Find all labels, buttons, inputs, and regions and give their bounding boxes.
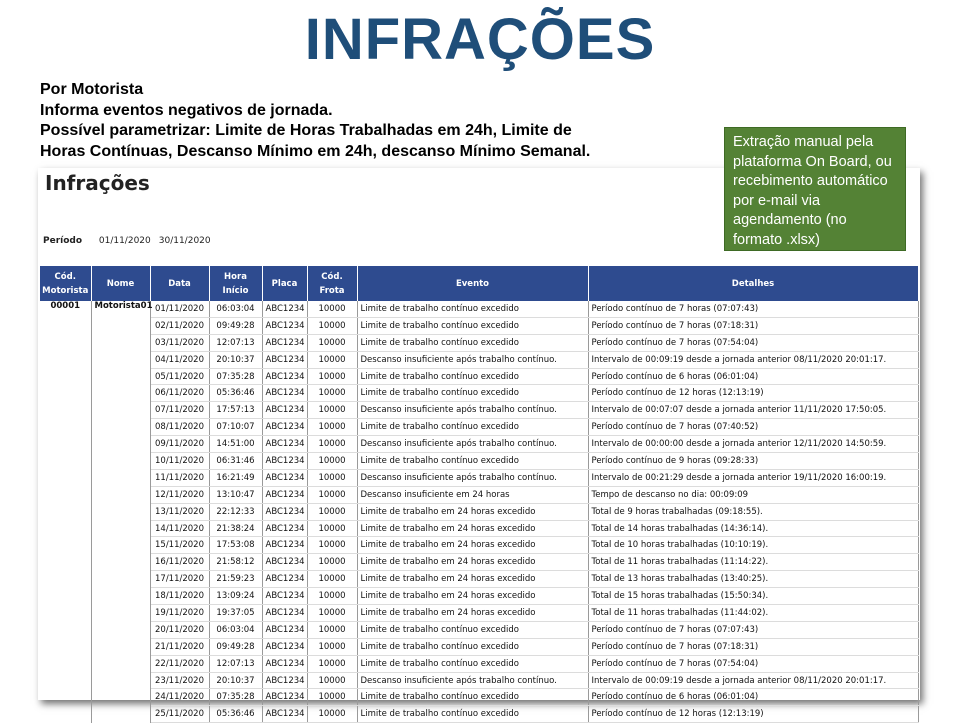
cell-details: Intervalo de 00:00:00 desde a jornada anterior 12/11/2020 14:50:59. [588, 436, 918, 453]
infractions-table [40, 266, 919, 723]
cell-date: 12/11/2020 [150, 486, 209, 503]
cell-date: 19/11/2020 [150, 605, 209, 622]
cell-start-time: 17:53:08 [209, 537, 262, 554]
cell-details: Intervalo de 00:07:07 desde a jornada anterior 11/11/2020 17:50:05. [588, 402, 918, 419]
cell-fleet-code: 10000 [307, 317, 357, 334]
table-header-row [40, 266, 918, 301]
table-row [40, 605, 918, 622]
cell-start-time: 13:10:47 [209, 486, 262, 503]
cell-start-time: 13:09:24 [209, 588, 262, 605]
cell-fleet-code: 10000 [307, 706, 357, 723]
cell-driver-name: Motorista01 [91, 301, 150, 723]
cell-details: Intervalo de 00:09:19 desde a jornada anterior 08/11/2020 20:01:17. [588, 351, 918, 368]
cell-plate: ABC1234 [262, 689, 307, 706]
period-end: 30/11/2020 [158, 236, 211, 246]
cell-plate: ABC1234 [262, 537, 307, 554]
cell-details: Total de 15 horas trabalhadas (15:50:34). [588, 588, 918, 605]
table-row [40, 537, 918, 554]
cell-fleet-code: 10000 [307, 402, 357, 419]
cell-details: Período contínuo de 6 horas (06:01:04) [588, 368, 918, 385]
cell-start-time: 17:57:13 [209, 402, 262, 419]
cell-start-time: 21:59:23 [209, 571, 262, 588]
table-body [40, 301, 918, 723]
cell-fleet-code: 10000 [307, 503, 357, 520]
cell-plate: ABC1234 [262, 655, 307, 672]
cell-event: Limite de trabalho em 24 horas excedido [357, 605, 588, 622]
cell-date: 05/11/2020 [150, 368, 209, 385]
cell-fleet-code: 10000 [307, 453, 357, 470]
cell-date: 13/11/2020 [150, 503, 209, 520]
table-row [40, 520, 918, 537]
cell-date: 17/11/2020 [150, 571, 209, 588]
cell-event: Descanso insuficiente após trabalho contínuo. [357, 436, 588, 453]
report-title: Infrações [45, 171, 150, 195]
cell-event: Limite de trabalho contínuo excedido [357, 453, 588, 470]
cell-event: Limite de trabalho contínuo excedido [357, 334, 588, 351]
cell-event: Limite de trabalho contínuo excedido [357, 301, 588, 317]
cell-start-time: 21:58:12 [209, 554, 262, 571]
cell-start-time: 19:37:05 [209, 605, 262, 622]
cell-plate: ABC1234 [262, 672, 307, 689]
table-row [40, 706, 918, 723]
table-row [40, 689, 918, 706]
cell-date: 01/11/2020 [150, 301, 209, 317]
cell-fleet-code: 10000 [307, 301, 357, 317]
cell-event: Descanso insuficiente em 24 horas [357, 486, 588, 503]
cell-details: Período contínuo de 9 horas (09:28:33) [588, 453, 918, 470]
cell-plate: ABC1234 [262, 436, 307, 453]
cell-event: Descanso insuficiente após trabalho contínuo. [357, 469, 588, 486]
table-row [40, 621, 918, 638]
column-header-plate: Placa [262, 266, 307, 301]
cell-fleet-code: 10000 [307, 436, 357, 453]
cell-plate: ABC1234 [262, 419, 307, 436]
cell-event: Limite de trabalho em 24 horas excedido [357, 571, 588, 588]
cell-start-time: 16:21:49 [209, 469, 262, 486]
cell-fleet-code: 10000 [307, 672, 357, 689]
cell-plate: ABC1234 [262, 520, 307, 537]
cell-plate: ABC1234 [262, 605, 307, 622]
cell-event: Descanso insuficiente após trabalho contínuo. [357, 402, 588, 419]
cell-details: Total de 10 horas trabalhadas (10:10:19). [588, 537, 918, 554]
table-row [40, 655, 918, 672]
cell-event: Descanso insuficiente após trabalho contínuo. [357, 672, 588, 689]
export-note-box: Extração manual pela plataforma On Board, ou recebimento automático por e-mail via agendamento (no formato .xlsx) [724, 127, 906, 251]
table-row [40, 469, 918, 486]
cell-event: Limite de trabalho contínuo excedido [357, 317, 588, 334]
period-label: Período [43, 236, 83, 246]
cell-start-time: 07:35:28 [209, 689, 262, 706]
cell-start-time: 09:49:28 [209, 317, 262, 334]
cell-plate: ABC1234 [262, 571, 307, 588]
cell-details: Período contínuo de 12 horas (12:13:19) [588, 706, 918, 723]
cell-fleet-code: 10000 [307, 351, 357, 368]
cell-date: 08/11/2020 [150, 419, 209, 436]
cell-details: Total de 13 horas trabalhadas (13:40:25). [588, 571, 918, 588]
cell-event: Limite de trabalho contínuo excedido [357, 621, 588, 638]
cell-plate: ABC1234 [262, 503, 307, 520]
cell-event: Limite de trabalho em 24 horas excedido [357, 554, 588, 571]
cell-details: Tempo de descanso no dia: 00:09:09 [588, 486, 918, 503]
column-header-driver-code: Cód. Motorista [40, 266, 91, 301]
cell-fleet-code: 10000 [307, 537, 357, 554]
cell-plate: ABC1234 [262, 621, 307, 638]
cell-start-time: 06:31:46 [209, 453, 262, 470]
cell-fleet-code: 10000 [307, 385, 357, 402]
period-row [43, 236, 211, 246]
table-row [40, 588, 918, 605]
cell-start-time: 07:10:07 [209, 419, 262, 436]
column-header-details: Detalhes [588, 266, 918, 301]
cell-date: 06/11/2020 [150, 385, 209, 402]
cell-start-time: 14:51:00 [209, 436, 262, 453]
table-row [40, 334, 918, 351]
column-header-event: Evento [357, 266, 588, 301]
table-row [40, 351, 918, 368]
cell-fleet-code: 10000 [307, 655, 357, 672]
cell-fleet-code: 10000 [307, 588, 357, 605]
cell-details: Total de 9 horas trabalhadas (09:18:55). [588, 503, 918, 520]
table-row [40, 436, 918, 453]
cell-start-time: 05:36:46 [209, 706, 262, 723]
table-row [40, 385, 918, 402]
cell-date: 14/11/2020 [150, 520, 209, 537]
cell-details: Total de 14 horas trabalhadas (14:36:14). [588, 520, 918, 537]
cell-date: 02/11/2020 [150, 317, 209, 334]
cell-start-time: 22:12:33 [209, 503, 262, 520]
cell-date: 21/11/2020 [150, 638, 209, 655]
table-row [40, 503, 918, 520]
cell-fleet-code: 10000 [307, 621, 357, 638]
intro-line: Possível parametrizar: Limite de Horas Trabalhadas em 24h, Limite de [40, 122, 572, 139]
table-row [40, 571, 918, 588]
cell-event: Limite de trabalho contínuo excedido [357, 638, 588, 655]
cell-details: Período contínuo de 7 horas (07:40:52) [588, 419, 918, 436]
table-row [40, 486, 918, 503]
cell-plate: ABC1234 [262, 317, 307, 334]
cell-date: 04/11/2020 [150, 351, 209, 368]
cell-plate: ABC1234 [262, 402, 307, 419]
cell-date: 20/11/2020 [150, 621, 209, 638]
cell-date: 10/11/2020 [150, 453, 209, 470]
cell-start-time: 20:10:37 [209, 351, 262, 368]
cell-event: Limite de trabalho em 24 horas excedido [357, 520, 588, 537]
cell-details: Período contínuo de 7 horas (07:54:04) [588, 655, 918, 672]
cell-start-time: 05:36:46 [209, 385, 262, 402]
cell-date: 07/11/2020 [150, 402, 209, 419]
cell-details: Período contínuo de 7 horas (07:18:31) [588, 638, 918, 655]
cell-date: 24/11/2020 [150, 689, 209, 706]
column-header-name: Nome [91, 266, 150, 301]
table-row [40, 402, 918, 419]
cell-event: Limite de trabalho em 24 horas excedido [357, 588, 588, 605]
cell-start-time: 21:38:24 [209, 520, 262, 537]
cell-fleet-code: 10000 [307, 638, 357, 655]
cell-details: Intervalo de 00:09:19 desde a jornada anterior 08/11/2020 20:01:17. [588, 672, 918, 689]
cell-fleet-code: 10000 [307, 571, 357, 588]
cell-fleet-code: 10000 [307, 520, 357, 537]
cell-fleet-code: 10000 [307, 605, 357, 622]
cell-plate: ABC1234 [262, 469, 307, 486]
slide-title: INFRAÇÕES [304, 7, 656, 72]
cell-event: Limite de trabalho contínuo excedido [357, 655, 588, 672]
cell-plate: ABC1234 [262, 301, 307, 317]
cell-plate: ABC1234 [262, 588, 307, 605]
cell-driver-code: 00001 [40, 301, 91, 723]
cell-plate: ABC1234 [262, 453, 307, 470]
table-row [40, 554, 918, 571]
cell-details: Total de 11 horas trabalhadas (11:44:02). [588, 605, 918, 622]
cell-details: Período contínuo de 12 horas (12:13:19) [588, 385, 918, 402]
cell-date: 16/11/2020 [150, 554, 209, 571]
cell-plate: ABC1234 [262, 486, 307, 503]
cell-fleet-code: 10000 [307, 334, 357, 351]
cell-fleet-code: 10000 [307, 689, 357, 706]
table-row [40, 301, 918, 317]
cell-details: Total de 11 horas trabalhadas (11:14:22). [588, 554, 918, 571]
intro-line: Informa eventos negativos de jornada. [40, 101, 333, 119]
cell-date: 03/11/2020 [150, 334, 209, 351]
table-row [40, 453, 918, 470]
intro-line: Horas Contínuas, Descanso Mínimo em 24h, descanso Mínimo Semanal. [40, 142, 591, 160]
cell-start-time: 12:07:13 [209, 655, 262, 672]
cell-start-time: 07:35:28 [209, 368, 262, 385]
cell-fleet-code: 10000 [307, 419, 357, 436]
table-row [40, 368, 918, 385]
cell-event: Limite de trabalho contínuo excedido [357, 419, 588, 436]
column-header-date: Data [150, 266, 209, 301]
cell-details: Período contínuo de 7 horas (07:54:04) [588, 334, 918, 351]
cell-date: 25/11/2020 [150, 706, 209, 723]
cell-details: Período contínuo de 7 horas (07:07:43) [588, 621, 918, 638]
cell-plate: ABC1234 [262, 638, 307, 655]
cell-date: 09/11/2020 [150, 436, 209, 453]
cell-start-time: 09:49:28 [209, 638, 262, 655]
cell-start-time: 20:10:37 [209, 672, 262, 689]
cell-date: 11/11/2020 [150, 469, 209, 486]
cell-details: Intervalo de 00:21:29 desde a jornada anterior 19/11/2020 16:00:19. [588, 469, 918, 486]
cell-event: Limite de trabalho em 24 horas excedido [357, 537, 588, 554]
cell-plate: ABC1234 [262, 334, 307, 351]
cell-details: Período contínuo de 7 horas (07:18:31) [588, 317, 918, 334]
cell-plate: ABC1234 [262, 368, 307, 385]
cell-event: Limite de trabalho contínuo excedido [357, 368, 588, 385]
table-row [40, 638, 918, 655]
cell-fleet-code: 10000 [307, 469, 357, 486]
cell-plate: ABC1234 [262, 385, 307, 402]
intro-text [40, 80, 700, 162]
cell-event: Limite de trabalho contínuo excedido [357, 385, 588, 402]
cell-plate: ABC1234 [262, 351, 307, 368]
cell-plate: ABC1234 [262, 554, 307, 571]
cell-event: Limite de trabalho contínuo excedido [357, 689, 588, 706]
cell-fleet-code: 10000 [307, 486, 357, 503]
intro-line: Por Motorista [40, 81, 144, 98]
table-row [40, 672, 918, 689]
table-row [40, 317, 918, 334]
cell-start-time: 06:03:04 [209, 621, 262, 638]
cell-date: 22/11/2020 [150, 655, 209, 672]
cell-date: 15/11/2020 [150, 537, 209, 554]
cell-event: Limite de trabalho em 24 horas excedido [357, 503, 588, 520]
cell-event: Descanso insuficiente após trabalho contínuo. [357, 351, 588, 368]
column-header-start-time: Hora Início [209, 266, 262, 301]
cell-date: 23/11/2020 [150, 672, 209, 689]
cell-date: 18/11/2020 [150, 588, 209, 605]
cell-event: Limite de trabalho contínuo excedido [357, 706, 588, 723]
cell-details: Período contínuo de 6 horas (06:01:04) [588, 689, 918, 706]
table-row [40, 419, 918, 436]
column-header-fleet-code: Cód. Frota [307, 266, 357, 301]
cell-plate: ABC1234 [262, 706, 307, 723]
cell-fleet-code: 10000 [307, 368, 357, 385]
cell-start-time: 06:03:04 [209, 301, 262, 317]
cell-start-time: 12:07:13 [209, 334, 262, 351]
period-start: 01/11/2020 [98, 236, 151, 246]
cell-fleet-code: 10000 [307, 554, 357, 571]
cell-details: Período contínuo de 7 horas (07:07:43) [588, 301, 918, 317]
